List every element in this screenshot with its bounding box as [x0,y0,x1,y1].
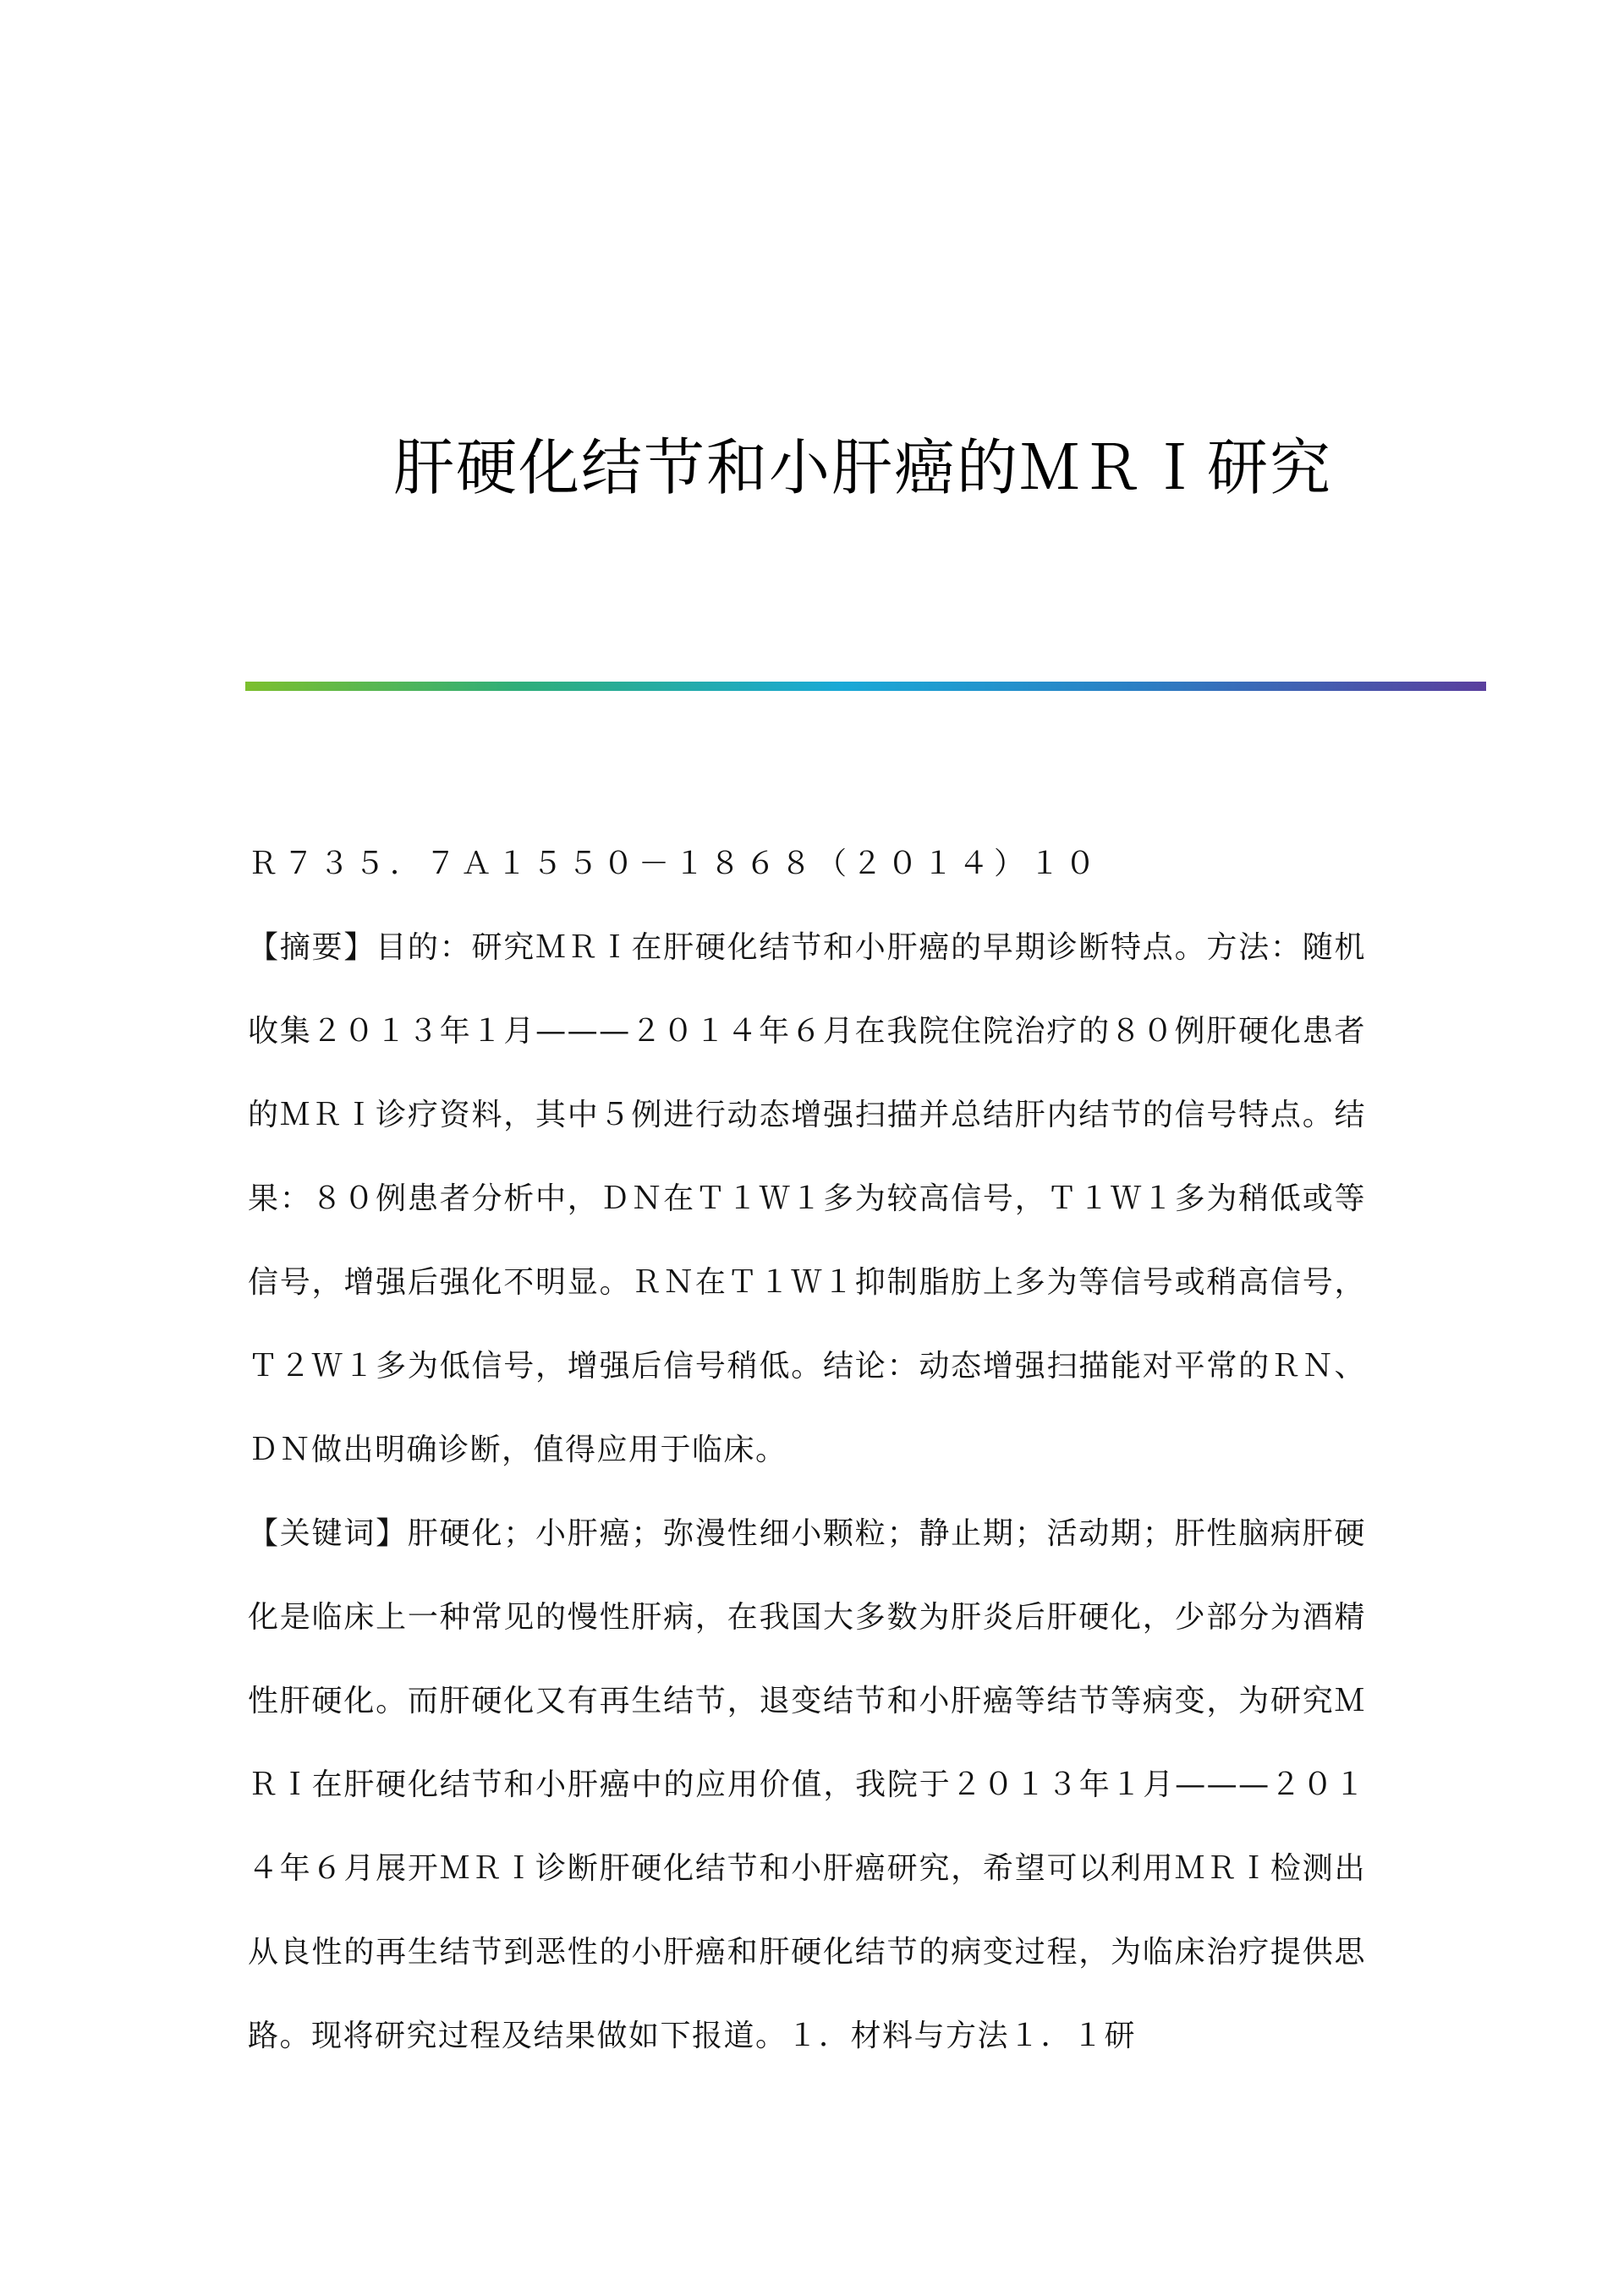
classification-number: Ｒ７３５．７Ａ１５５０－１８６８（２０１４）１０ [248,847,1101,881]
keywords-paragraph: 【关键词】肝硬化；小肝癌；弥漫性细小颗粒；静止期；活动期；肝性脑病肝硬化是临床上一种常见的慢性肝病，在我国大多数为肝炎后肝硬化，少部分为酒精性肝硬化。而肝硬化又有再生结节，退变结节和小肝癌等结节等病变，为研究ＭＲＩ在肝硬化结节和小肝癌中的应用价值，我院于２０１３年１月———２０１４年６月展开ＭＲＩ诊断肝硬化结节和小肝癌研究，希望可以利用ＭＲＩ检测出从良性的再生结节到恶性的小肝癌和肝硬化结节的病变过程，为临床治疗提供思路。现将研究过程及结果做如下报道。１．材料与方法１．１研 [248,1516,1366,2053]
document-title: 肝硬化结节和小肝癌的ＭＲＩ研究 [392,432,1332,504]
title-divider [245,682,1486,691]
abstract-paragraph: 【摘要】目的：研究ＭＲＩ在肝硬化结节和小肝癌的早期诊断特点。方法：随机收集２０１３年１月———２０１４年６月在我院住院治疗的８０例肝硬化患者的ＭＲＩ诊疗资料，其中５例进行动态增强扫描并总结肝内结节的信号特点。结果：８０例患者分析中，ＤＮ在Ｔ１Ｗ１多为较高信号，Ｔ１Ｗ１多为稍低或等信号，增强后强化不明显。ＲＮ在Ｔ１Ｗ１抑制脂肪上多为等信号或稍高信号，Ｔ２Ｗ１多为低信号，增强后信号稍低。结论：动态增强扫描能对平常的ＲＮ、ＤＮ做出明确诊断，值得应用于临床。 [248,930,1366,1467]
document-body [248,822,1366,2078]
